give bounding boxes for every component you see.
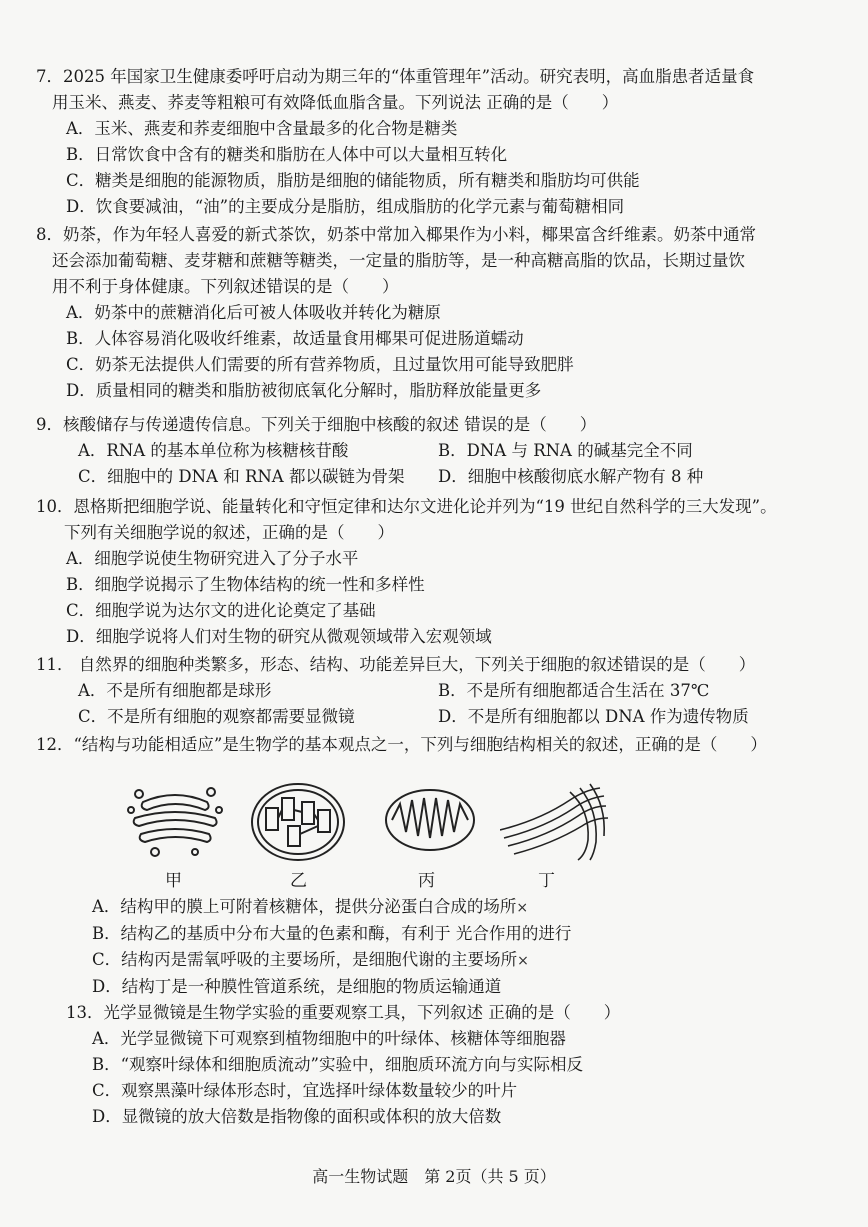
question-7-option-d: D．饮食要减油，“油”的主要成分是脂肪，组成脂肪的化学元素与葡萄糖相同 (66, 197, 625, 216)
question-7-option-c: C．糖类是细胞的能源物质，脂肪是细胞的储能物质，所有糖类和脂肪均可供能 (66, 171, 640, 190)
question-7-stem: 7．2025 年国家卫生健康委呼吁启动为期三年的“体重管理年”活动。研究表明，高血脂患者适量食 (36, 67, 755, 86)
question-8-option-b: B．人体容易消化吸收纤维素，故适量食用椰果可促进肠道蠕动 (66, 329, 524, 348)
question-13-option-d: D．显微镜的放大倍数是指物像的面积或体积的放大倍数 (92, 1107, 502, 1126)
question-9-row-1 (36, 438, 832, 464)
question-12-option-d: D．结构丁是一种膜性管道系统，是细胞的物质运输通道 (92, 977, 502, 996)
question-10-option-a: A．细胞学说使生物研究进入了分子水平 (66, 549, 359, 568)
question-9-option-c: C．细胞中的 DNA 和 RNA 都以碳链为骨架 (78, 467, 405, 486)
question-9-option-a: A．RNA 的基本单位称为核糖核苷酸 (78, 441, 349, 460)
cross-mark-icon: × (517, 953, 529, 969)
question-8-option-a: A．奶茶中的蔗糖消化后可被人体吸收并转化为糖原 (66, 303, 441, 322)
question-10 (36, 494, 832, 650)
question-7-stem-cont: 用玉米、燕麦、荞麦等粗粮可有效降低血脂含量。下列说法 正确的是（ ） (52, 93, 619, 112)
question-13-stem: 13．光学显微镜是生物学实验的重要观察工具，下列叙述 正确的是（ ） (66, 1003, 621, 1022)
question-7-option-a: A．玉米、燕麦和荞麦细胞中含量最多的化合物是糖类 (66, 119, 458, 138)
question-11-option-d: D．不是所有细胞都以 DNA 作为遗传物质 (438, 707, 749, 726)
question-9 (36, 412, 832, 490)
chloroplast-figure (248, 780, 348, 864)
question-8-stem-cont-1: 还会添加葡萄糖、麦芽糖和蔗糖等糖类，一定量的脂肪等，是一种高糖高脂的饮品，长期过量饮 (52, 251, 745, 270)
question-10-stem: 10．恩格斯把细胞学说、能量转化和守恒定律和达尔文进化论并列为“19 世纪自然科学的三大发现”。 (36, 497, 777, 516)
question-8-stem-cont-2: 用不利于身体健康。下列叙述错误的是（ ） (52, 277, 399, 296)
question-11-option-b: B．不是所有细胞都适合生活在 37℃ (438, 681, 710, 700)
question-9-stem: 9．核酸储存与传递遗传信息。下列关于细胞中核酸的叙述 错误的是（ ） (36, 415, 597, 434)
figure-label-bing: 丙 (418, 871, 435, 891)
question-8 (36, 222, 832, 404)
question-13 (36, 1000, 832, 1130)
question-9-row-2 (36, 464, 832, 490)
question-10-option-d: D．细胞学说将人们对生物的研究从微观领域带入宏观领域 (66, 627, 492, 646)
question-9-option-d: D．细胞中核酸彻底水解产物有 8 种 (438, 467, 704, 486)
question-11-stem: 11． 自然界的细胞种类繁多，形态、结构、功能差异巨大，下列关于细胞的叙述错误的是（ ） (36, 655, 756, 674)
question-12-option-a: A．结构甲的膜上可附着核糖体，提供分泌蛋白合成的场所× (92, 897, 529, 916)
question-11 (36, 652, 832, 730)
page-footer: 高一生物试题 第 2页（共 5 页） (312, 1167, 556, 1186)
figure-label-yi: 乙 (290, 871, 307, 891)
mitochondrion-figure (380, 780, 480, 860)
question-13-option-a: A．光学显微镜下可观察到植物细胞中的叶绿体、核糖体等细胞器 (92, 1029, 566, 1048)
question-9-option-b: B．DNA 与 RNA 的碱基完全不同 (438, 441, 693, 460)
question-7-option-b: B．日常饮食中含有的糖类和脂肪在人体中可以大量相互转化 (66, 145, 508, 164)
question-12-stem: 12．“结构与功能相适应”是生物学的基本观点之一，下列与细胞结构相关的叙述，正确的是（ ） (36, 735, 767, 754)
organelle-figures (115, 780, 615, 890)
question-7 (36, 64, 832, 220)
question-8-option-c: C．奶茶无法提供人们需要的所有营养物质，且过量饮用可能导致肥胖 (66, 355, 574, 374)
question-12-option-c: C．结构丙是需氧呼吸的主要场所，是细胞代谢的主要场所× (92, 950, 529, 969)
question-11-option-c: C．不是所有细胞的观察都需要显微镜 (78, 707, 355, 726)
question-12 (36, 732, 832, 758)
question-11-row-2 (36, 704, 832, 730)
endoplasmic-reticulum-figure (500, 780, 610, 864)
question-10-option-b: B．细胞学说揭示了生物体结构的统一性和多样性 (66, 575, 425, 594)
question-11-option-a: A．不是所有细胞都是球形 (78, 681, 272, 700)
question-12-options (36, 894, 832, 1000)
question-8-option-d: D．质量相同的糖类和脂肪被彻底氧化分解时，脂肪释放能量更多 (66, 381, 542, 400)
question-8-stem: 8．奶茶，作为年轻人喜爱的新式茶饮，奶茶中常加入椰果作为小料，椰果富含纤维素。奶茶中通常 (36, 225, 756, 244)
question-13-option-c: C．观察黑藻叶绿体形态时，宜选择叶绿体数量较少的叶片 (92, 1081, 518, 1100)
question-10-option-c: C．细胞学说为达尔文的进化论奠定了基础 (66, 601, 376, 620)
question-12-option-b: B．结构乙的基质中分布大量的色素和酶，有利于 光合作用的进行 (92, 924, 572, 943)
figure-label-ding: 丁 (538, 871, 555, 891)
question-10-stem-cont: 下列有关细胞学说的叙述，正确的是（ ） (64, 523, 394, 542)
question-13-option-b: B．“观察叶绿体和细胞质流动”实验中，细胞质环流方向与实际相反 (92, 1055, 583, 1074)
cross-mark-icon: × (516, 900, 529, 916)
question-11-row-1 (36, 678, 832, 704)
golgi-apparatus-figure (125, 780, 225, 860)
figure-label-jia: 甲 (165, 871, 182, 891)
